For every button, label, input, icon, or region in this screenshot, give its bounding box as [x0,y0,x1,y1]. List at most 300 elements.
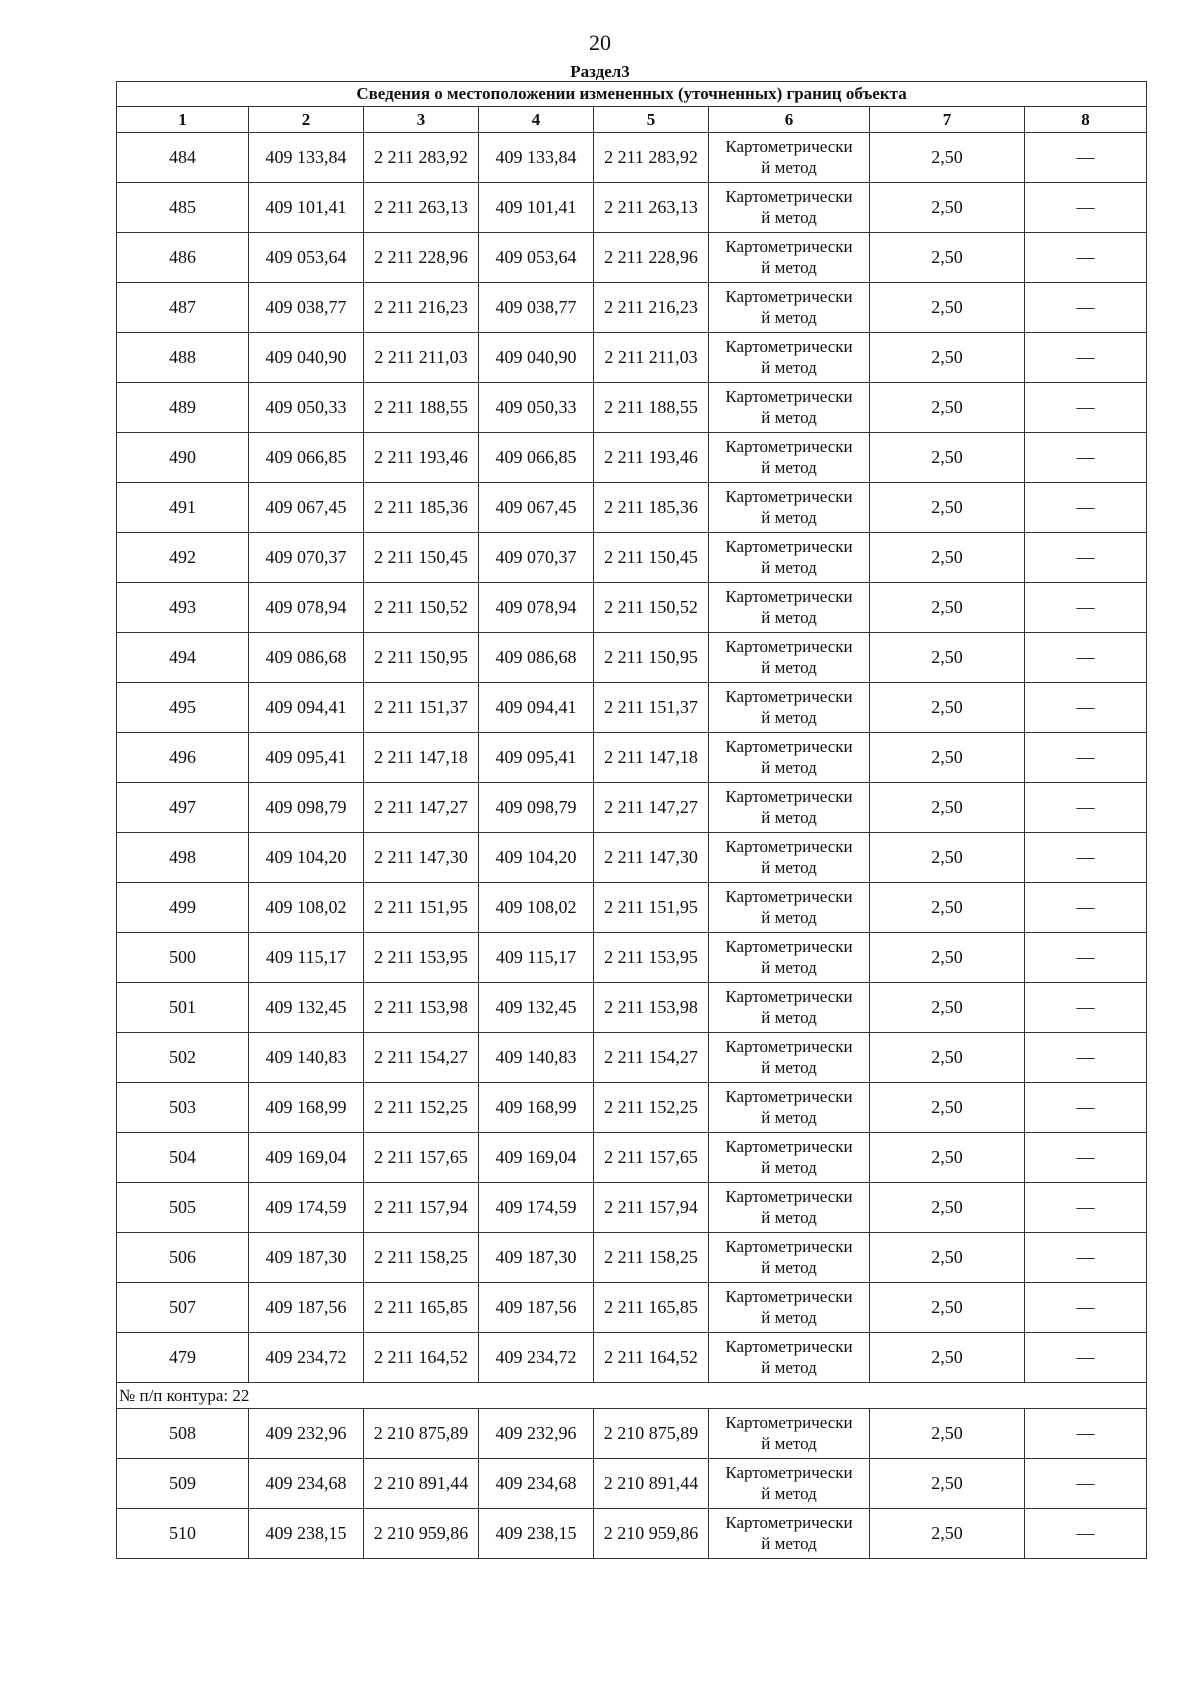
method-line: й метод [761,507,817,527]
existing-y-cell: 2 211 150,45 [364,533,479,583]
accuracy-cell: 2,50 [870,733,1025,783]
point-number-cell: 494 [117,633,249,683]
description-cell: — [1025,1133,1147,1183]
new-x-cell: 409 133,84 [479,133,594,183]
accuracy-cell: 2,50 [870,283,1025,333]
description-cell: — [1025,1409,1147,1459]
new-y-cell: 2 211 153,98 [594,983,709,1033]
description-cell: — [1025,633,1147,683]
point-number-cell: 486 [117,233,249,283]
existing-x-cell: 409 232,96 [249,1409,364,1459]
description-cell: — [1025,833,1147,883]
new-y-cell: 2 211 216,23 [594,283,709,333]
existing-y-cell: 2 211 216,23 [364,283,479,333]
method-line: й метод [761,1057,817,1077]
method-line: й метод [761,757,817,777]
new-x-cell: 409 140,83 [479,1033,594,1083]
new-y-cell: 2 211 157,65 [594,1133,709,1183]
method-line: й метод [761,257,817,277]
existing-x-cell: 409 168,99 [249,1083,364,1133]
accuracy-cell: 2,50 [870,183,1025,233]
point-number-cell: 489 [117,383,249,433]
table-row [117,733,1147,783]
existing-x-cell: 409 095,41 [249,733,364,783]
accuracy-cell: 2,50 [870,983,1025,1033]
existing-x-cell: 409 078,94 [249,583,364,633]
method-cell [709,633,870,683]
method-line: й метод [761,407,817,427]
method-cell [709,1133,870,1183]
method-line: Картометрически [725,1237,853,1257]
existing-x-cell: 409 050,33 [249,383,364,433]
new-x-cell: 409 115,17 [479,933,594,983]
existing-y-cell: 2 210 891,44 [364,1459,479,1509]
existing-y-cell: 2 211 157,65 [364,1133,479,1183]
accuracy-cell: 2,50 [870,1333,1025,1383]
method-line: й метод [761,1533,817,1553]
method-cell [709,933,870,983]
existing-x-cell: 409 187,30 [249,1233,364,1283]
existing-y-cell: 2 211 147,27 [364,783,479,833]
method-line: Картометрически [725,337,853,357]
method-cell [709,883,870,933]
description-cell: — [1025,383,1147,433]
accuracy-cell: 2,50 [870,933,1025,983]
table-row [117,1333,1147,1383]
existing-x-cell: 409 140,83 [249,1033,364,1083]
existing-y-cell: 2 211 263,13 [364,183,479,233]
method-cell [709,683,870,733]
method-line: й метод [761,1007,817,1027]
point-number-cell: 479 [117,1333,249,1383]
new-y-cell: 2 211 151,37 [594,683,709,733]
point-number-cell: 487 [117,283,249,333]
method-line: Картометрически [725,437,853,457]
method-line: й метод [761,1483,817,1503]
existing-y-cell: 2 211 165,85 [364,1283,479,1333]
method-cell [709,733,870,783]
new-y-cell: 2 211 188,55 [594,383,709,433]
existing-x-cell: 409 132,45 [249,983,364,1033]
point-number-cell: 488 [117,333,249,383]
table-row [117,633,1147,683]
accuracy-cell: 2,50 [870,833,1025,883]
table-row [117,533,1147,583]
table-row [117,883,1147,933]
new-y-cell: 2 211 164,52 [594,1333,709,1383]
existing-y-cell: 2 211 188,55 [364,383,479,433]
point-number-cell: 497 [117,783,249,833]
description-cell: — [1025,483,1147,533]
method-line: й метод [761,1107,817,1127]
new-y-cell: 2 211 158,25 [594,1233,709,1283]
existing-x-cell: 409 067,45 [249,483,364,533]
table-row [117,183,1147,233]
description-cell: — [1025,883,1147,933]
accuracy-cell: 2,50 [870,883,1025,933]
column-number: 2 [249,107,364,133]
table-row [117,1183,1147,1233]
description-cell: — [1025,133,1147,183]
method-line: й метод [761,657,817,677]
new-y-cell: 2 211 147,18 [594,733,709,783]
existing-y-cell: 2 211 147,18 [364,733,479,783]
description-cell: — [1025,733,1147,783]
method-line: Картометрически [725,837,853,857]
new-y-cell: 2 211 228,96 [594,233,709,283]
description-cell: — [1025,683,1147,733]
table-row [117,1409,1147,1459]
existing-y-cell: 2 211 283,92 [364,133,479,183]
method-cell [709,1283,870,1333]
accuracy-cell: 2,50 [870,683,1025,733]
method-cell [709,533,870,583]
accuracy-cell: 2,50 [870,633,1025,683]
method-cell [709,183,870,233]
accuracy-cell: 2,50 [870,1033,1025,1083]
new-x-cell: 409 038,77 [479,283,594,333]
description-cell: — [1025,1509,1147,1559]
new-y-cell: 2 211 147,30 [594,833,709,883]
new-x-cell: 409 095,41 [479,733,594,783]
new-y-cell: 2 211 150,45 [594,533,709,583]
method-cell [709,1509,870,1559]
new-y-cell: 2 211 151,95 [594,883,709,933]
method-line: Картометрически [725,1037,853,1057]
existing-x-cell: 409 133,84 [249,133,364,183]
description-cell: — [1025,583,1147,633]
existing-x-cell: 409 040,90 [249,333,364,383]
table-row [117,433,1147,483]
new-x-cell: 409 070,37 [479,533,594,583]
accuracy-cell: 2,50 [870,1283,1025,1333]
table-row [117,1509,1147,1559]
table-row [117,833,1147,883]
accuracy-cell: 2,50 [870,1459,1025,1509]
description-cell: — [1025,933,1147,983]
method-line: й метод [761,807,817,827]
contour-label: № п/п контура: 22 [117,1383,1147,1409]
new-y-cell: 2 211 154,27 [594,1033,709,1083]
accuracy-cell: 2,50 [870,533,1025,583]
method-line: Картометрически [725,387,853,407]
method-line: й метод [761,1257,817,1277]
point-number-cell: 490 [117,433,249,483]
point-number-cell: 506 [117,1233,249,1283]
new-x-cell: 409 053,64 [479,233,594,283]
method-cell [709,783,870,833]
column-number: 4 [479,107,594,133]
point-number-cell: 498 [117,833,249,883]
method-line: Картометрически [725,1413,853,1433]
method-cell [709,333,870,383]
method-line: Картометрически [725,787,853,807]
accuracy-cell: 2,50 [870,583,1025,633]
method-line: Картометрически [725,1513,853,1533]
new-y-cell: 2 211 283,92 [594,133,709,183]
point-number-cell: 502 [117,1033,249,1083]
existing-y-cell: 2 210 959,86 [364,1509,479,1559]
accuracy-cell: 2,50 [870,1083,1025,1133]
method-line: й метод [761,1157,817,1177]
method-line: й метод [761,557,817,577]
point-number-cell: 492 [117,533,249,583]
accuracy-cell: 2,50 [870,1183,1025,1233]
new-y-cell: 2 211 147,27 [594,783,709,833]
existing-y-cell: 2 211 164,52 [364,1333,479,1383]
new-y-cell: 2 211 153,95 [594,933,709,983]
existing-x-cell: 409 101,41 [249,183,364,233]
new-y-cell: 2 211 157,94 [594,1183,709,1233]
table-row [117,1033,1147,1083]
method-line: Картометрически [725,537,853,557]
column-number: 8 [1025,107,1147,133]
table-row [117,783,1147,833]
existing-x-cell: 409 066,85 [249,433,364,483]
table-row [117,233,1147,283]
accuracy-cell: 2,50 [870,233,1025,283]
description-cell: — [1025,333,1147,383]
accuracy-cell: 2,50 [870,1509,1025,1559]
table-caption: Сведения о местоположении измененных (уточненных) границ объекта [117,82,1147,107]
existing-x-cell: 409 174,59 [249,1183,364,1233]
new-x-cell: 409 168,99 [479,1083,594,1133]
existing-x-cell: 409 104,20 [249,833,364,883]
table-row [117,483,1147,533]
existing-x-cell: 409 086,68 [249,633,364,683]
existing-y-cell: 2 211 147,30 [364,833,479,883]
new-x-cell: 409 234,72 [479,1333,594,1383]
new-y-cell: 2 211 263,13 [594,183,709,233]
point-number-cell: 496 [117,733,249,783]
description-cell: — [1025,1233,1147,1283]
new-x-cell: 409 040,90 [479,333,594,383]
method-line: й метод [761,457,817,477]
description-cell: — [1025,783,1147,833]
accuracy-cell: 2,50 [870,1233,1025,1283]
method-line: й метод [761,707,817,727]
new-x-cell: 409 169,04 [479,1133,594,1183]
table-row [117,683,1147,733]
table-row [117,1283,1147,1333]
description-cell: — [1025,233,1147,283]
method-cell [709,983,870,1033]
method-cell [709,483,870,533]
existing-x-cell: 409 234,68 [249,1459,364,1509]
existing-y-cell: 2 211 153,98 [364,983,479,1033]
point-number-cell: 491 [117,483,249,533]
column-number: 7 [870,107,1025,133]
existing-y-cell: 2 211 211,03 [364,333,479,383]
accuracy-cell: 2,50 [870,333,1025,383]
table-row [117,1083,1147,1133]
point-number-cell: 500 [117,933,249,983]
new-x-cell: 409 086,68 [479,633,594,683]
new-x-cell: 409 238,15 [479,1509,594,1559]
point-number-cell: 505 [117,1183,249,1233]
new-y-cell: 2 211 152,25 [594,1083,709,1133]
new-x-cell: 409 132,45 [479,983,594,1033]
point-number-cell: 484 [117,133,249,183]
table-row [117,933,1147,983]
method-line: Картометрически [725,1337,853,1357]
point-number-cell: 485 [117,183,249,233]
method-line: Картометрически [725,637,853,657]
point-number-cell: 509 [117,1459,249,1509]
new-x-cell: 409 094,41 [479,683,594,733]
point-number-cell: 504 [117,1133,249,1183]
column-number: 6 [709,107,870,133]
new-x-cell: 409 066,85 [479,433,594,483]
existing-x-cell: 409 053,64 [249,233,364,283]
existing-x-cell: 409 238,15 [249,1509,364,1559]
method-cell [709,133,870,183]
new-y-cell: 2 211 150,52 [594,583,709,633]
table-row [117,383,1147,433]
method-line: Картометрически [725,987,853,1007]
new-x-cell: 409 174,59 [479,1183,594,1233]
new-x-cell: 409 108,02 [479,883,594,933]
method-cell [709,283,870,333]
method-cell [709,433,870,483]
table-row [117,1459,1147,1509]
method-line: Картометрически [725,237,853,257]
existing-y-cell: 2 210 875,89 [364,1409,479,1459]
method-cell [709,1183,870,1233]
table-row [117,583,1147,633]
method-cell [709,1033,870,1083]
description-cell: — [1025,183,1147,233]
column-number: 5 [594,107,709,133]
point-number-cell: 495 [117,683,249,733]
existing-y-cell: 2 211 151,37 [364,683,479,733]
new-x-cell: 409 234,68 [479,1459,594,1509]
existing-y-cell: 2 211 185,36 [364,483,479,533]
accuracy-cell: 2,50 [870,483,1025,533]
section-title: Раздел3 [570,62,630,81]
description-cell: — [1025,1183,1147,1233]
method-cell [709,833,870,883]
new-x-cell: 409 187,30 [479,1233,594,1283]
existing-x-cell: 409 094,41 [249,683,364,733]
point-number-cell: 508 [117,1409,249,1459]
new-y-cell: 2 211 211,03 [594,333,709,383]
accuracy-cell: 2,50 [870,433,1025,483]
accuracy-cell: 2,50 [870,133,1025,183]
existing-x-cell: 409 108,02 [249,883,364,933]
description-cell: — [1025,1459,1147,1509]
method-line: Картометрически [725,287,853,307]
table-row [117,1133,1147,1183]
existing-x-cell: 409 038,77 [249,283,364,333]
method-line: Картометрически [725,937,853,957]
method-line: й метод [761,1433,817,1453]
new-x-cell: 409 078,94 [479,583,594,633]
method-line: й метод [761,1207,817,1227]
existing-x-cell: 409 098,79 [249,783,364,833]
new-y-cell: 2 210 891,44 [594,1459,709,1509]
table-row [117,983,1147,1033]
new-y-cell: 2 211 193,46 [594,433,709,483]
existing-y-cell: 2 211 150,95 [364,633,479,683]
table-caption-row [117,82,1147,107]
point-number-cell: 499 [117,883,249,933]
method-line: Картометрически [725,587,853,607]
method-line: й метод [761,857,817,877]
accuracy-cell: 2,50 [870,783,1025,833]
new-x-cell: 409 101,41 [479,183,594,233]
new-x-cell: 409 067,45 [479,483,594,533]
method-line: Картометрически [725,1187,853,1207]
method-line: й метод [761,607,817,627]
point-number-cell: 493 [117,583,249,633]
new-x-cell: 409 050,33 [479,383,594,433]
method-line: Картометрически [725,1287,853,1307]
table-row [117,283,1147,333]
method-line: Картометрически [725,1463,853,1483]
existing-y-cell: 2 211 150,52 [364,583,479,633]
new-y-cell: 2 210 875,89 [594,1409,709,1459]
method-cell [709,583,870,633]
method-cell [709,1083,870,1133]
method-line: й метод [761,307,817,327]
page-number: 20 [589,30,611,55]
description-cell: — [1025,1083,1147,1133]
new-x-cell: 409 098,79 [479,783,594,833]
existing-y-cell: 2 211 153,95 [364,933,479,983]
new-x-cell: 409 104,20 [479,833,594,883]
method-line: й метод [761,207,817,227]
method-line: Картометрически [725,137,853,157]
method-line: Картометрически [725,887,853,907]
method-line: Картометрически [725,187,853,207]
method-cell [709,1333,870,1383]
method-line: й метод [761,357,817,377]
description-cell: — [1025,283,1147,333]
method-cell [709,1459,870,1509]
new-x-cell: 409 232,96 [479,1409,594,1459]
method-line: Картометрически [725,687,853,707]
description-cell: — [1025,983,1147,1033]
method-line: й метод [761,1357,817,1377]
new-x-cell: 409 187,56 [479,1283,594,1333]
method-line: Картометрически [725,1087,853,1107]
point-number-cell: 510 [117,1509,249,1559]
existing-y-cell: 2 211 157,94 [364,1183,479,1233]
existing-y-cell: 2 211 228,96 [364,233,479,283]
new-y-cell: 2 211 185,36 [594,483,709,533]
table-row [117,133,1147,183]
table-row [117,1233,1147,1283]
description-cell: — [1025,1033,1147,1083]
method-line: Картометрически [725,737,853,757]
method-line: Картометрически [725,1137,853,1157]
description-cell: — [1025,1283,1147,1333]
existing-y-cell: 2 211 193,46 [364,433,479,483]
new-y-cell: 2 211 165,85 [594,1283,709,1333]
method-line: Картометрически [725,487,853,507]
column-numbers-row [117,107,1147,133]
table-row [117,333,1147,383]
existing-y-cell: 2 211 154,27 [364,1033,479,1083]
existing-y-cell: 2 211 151,95 [364,883,479,933]
new-y-cell: 2 210 959,86 [594,1509,709,1559]
existing-x-cell: 409 169,04 [249,1133,364,1183]
method-cell [709,1409,870,1459]
contour-row [117,1383,1147,1409]
method-cell [709,1233,870,1283]
description-cell: — [1025,533,1147,583]
